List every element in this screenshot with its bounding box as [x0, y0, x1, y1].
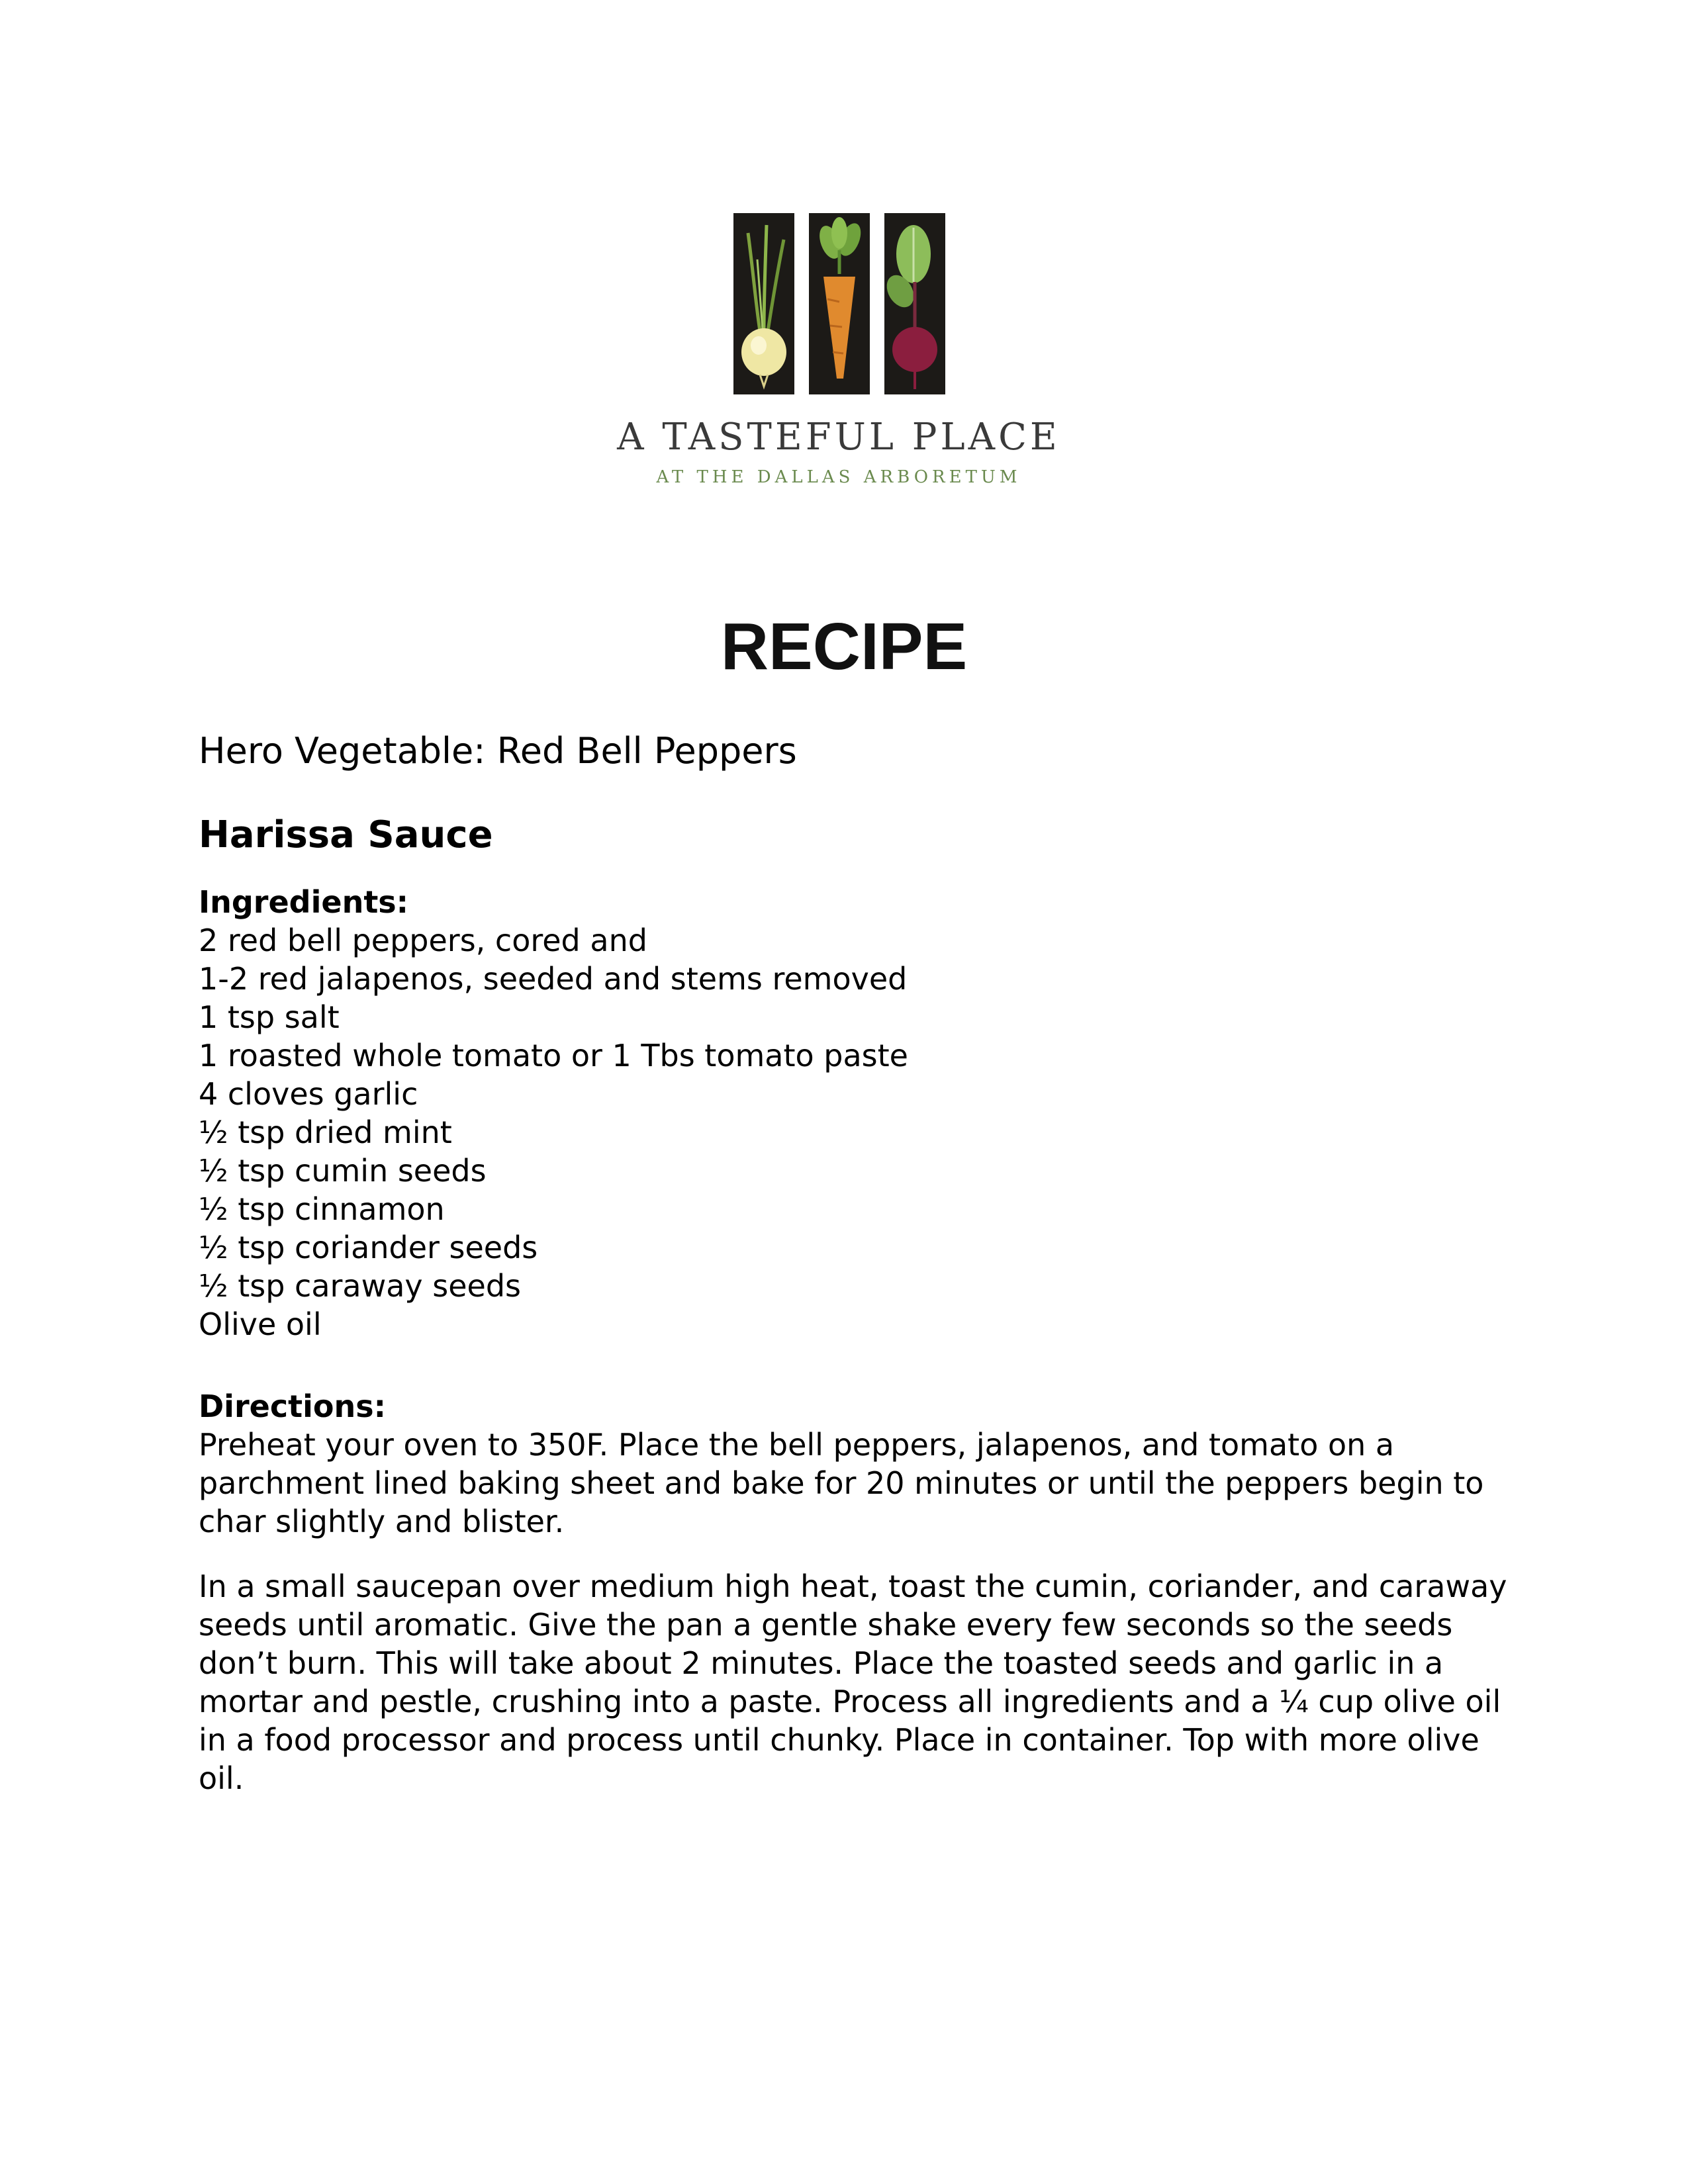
logo-name: A TASTEFUL PLACE	[617, 416, 1060, 459]
onion-icon	[733, 213, 794, 394]
ingredient-item: 2 red bell peppers, cored and	[199, 923, 647, 958]
logo-subtitle: AT THE DALLAS ARBORETUM	[656, 467, 1021, 487]
ingredient-item: ½ tsp caraway seeds	[199, 1268, 521, 1304]
ingredient-item: ½ tsp cinnamon	[199, 1191, 445, 1227]
ingredient-item: ½ tsp coriander seeds	[199, 1230, 538, 1265]
ingredients-list	[199, 921, 1509, 1343]
ingredient-item: 1 tsp salt	[199, 999, 340, 1035]
ingredients-heading: Ingredients:	[199, 884, 409, 920]
ingredient-item: ½ tsp cumin seeds	[199, 1153, 487, 1189]
beet-icon	[881, 213, 945, 394]
logo-vegetable-panels	[733, 213, 945, 394]
directions-paragraph: Preheat your oven to 350F. Place the bell peppers, jalapenos, and tomato on a parchment lined baking sheet and bake for 20 minutes or until the peppers begin to char slightly and blister.	[199, 1427, 1484, 1539]
ingredient-item: ½ tsp dried mint	[199, 1115, 452, 1150]
ingredient-item: Olive oil	[199, 1306, 322, 1342]
directions-paragraph: In a small saucepan over medium high heat, toast the cumin, coriander, and caraway seeds until aromatic. Give the pan a gentle shake every few seconds so the seeds don’t burn. This will take about 2 minutes. Place the toasted seeds and garlic in a mortar and pestle, crushing into a paste. Process all ingredients and a ¼ cup olive oil in a food processor and process until chunky. Place in container. Top with more olive oil.	[199, 1569, 1507, 1796]
recipe-content	[199, 728, 1509, 1797]
ingredient-item: 1 roasted whole tomato or 1 Tbs tomato paste	[199, 1038, 908, 1073]
ingredient-item: 1-2 red jalapenos, seeded and stems removed	[199, 961, 908, 997]
carrot-icon	[809, 213, 870, 394]
recipe-name: Harissa Sauce	[199, 813, 493, 856]
hero-vegetable: Hero Vegetable: Red Bell Peppers	[199, 730, 797, 772]
page-title: RECIPE	[720, 610, 968, 684]
ingredient-item: 4 cloves garlic	[199, 1076, 418, 1112]
directions-heading: Directions:	[199, 1388, 386, 1424]
